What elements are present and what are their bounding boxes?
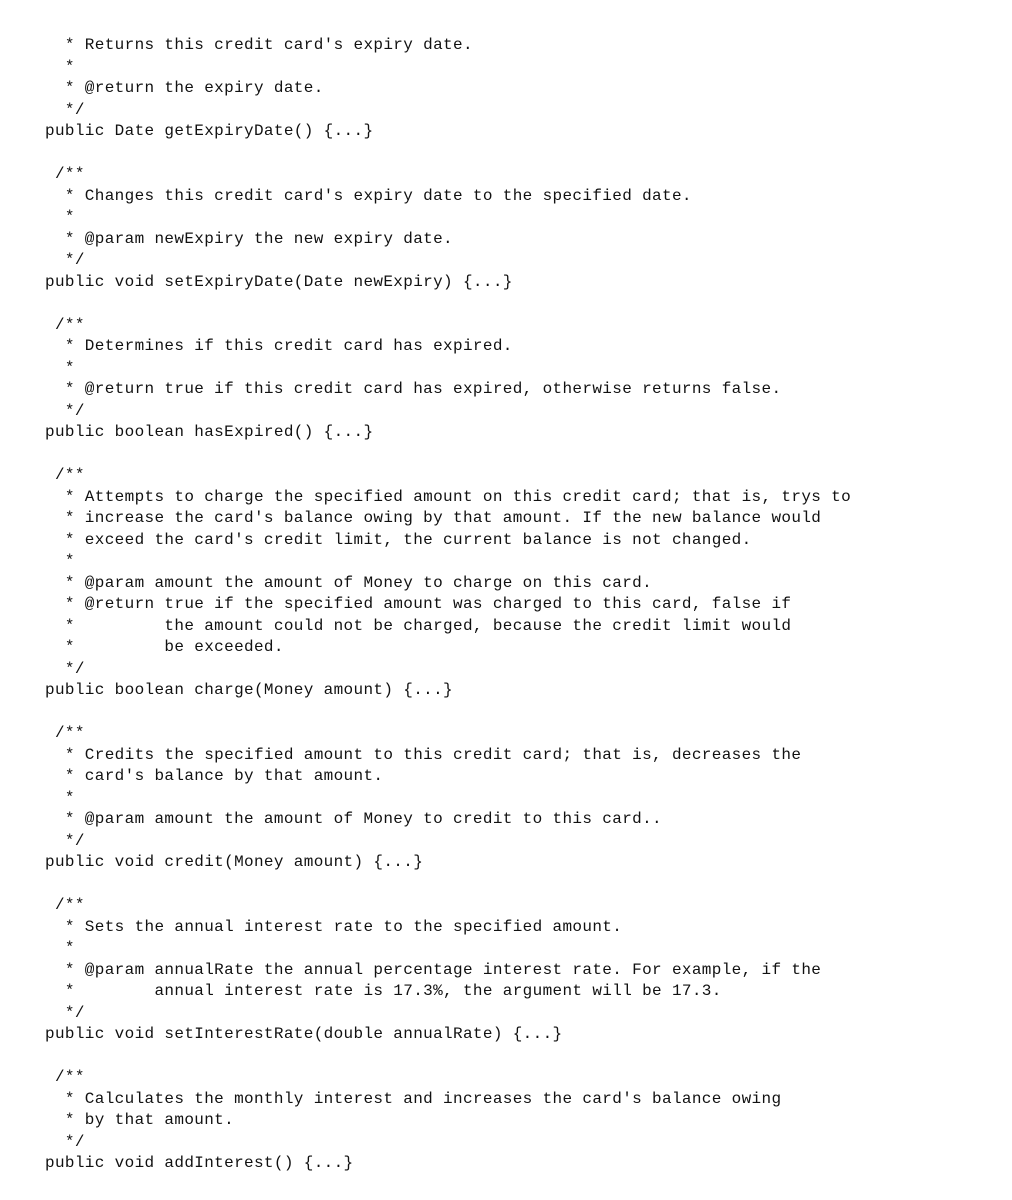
code-line: public void setInterestRate(double annualRate) {...} [45,1025,563,1043]
code-line: * [45,57,75,76]
code-line: * card's balance by that amount. [45,767,384,785]
code-line [45,874,851,896]
code-line: */ [45,659,85,678]
code-line: * @return true if the specified amount was charged to this card, false if [45,595,792,613]
code-line: * Calculates the monthly interest and increases the card's balance owing [45,1089,782,1108]
code-line: * @return true if this credit card has expired, otherwise returns false. [45,380,782,398]
code-line: * @param newExpiry the new expiry date. [45,229,454,248]
code-line [45,444,851,466]
code-line: /** [45,466,85,484]
code-line: public void addInterest() {...} [45,1154,354,1172]
code-line: * Determines if this credit card has expired. [45,337,513,355]
code-line [45,1046,851,1068]
code-line [45,293,851,315]
code-line: * [45,939,75,957]
code-line: public void credit(Money amount) {...} [45,853,424,871]
code-line: * [45,552,75,570]
code-line: public Date getExpiryDate() {...} [45,122,374,140]
code-line: */ [45,251,85,269]
code-line: */ [45,401,85,420]
java-code-listing [45,35,851,1175]
code-line: * [45,358,75,377]
code-line: * Sets the annual interest rate to the specified amount. [45,917,623,936]
code-line: * annual interest rate is 17.3%, the argument will be 17.3. [45,982,722,1000]
code-line: * Attempts to charge the specified amount on this credit card; that is, trys to [45,487,852,506]
code-line: */ [45,1003,85,1022]
code-line: * @param amount the amount of Money to charge on this card. [45,573,653,592]
code-line: /** [45,1068,85,1086]
code-line: * exceed the card's credit limit, the current balance is not changed. [45,530,752,549]
code-line: * @return the expiry date. [45,79,324,97]
code-line: * [45,208,75,226]
code-line: * Changes this credit card's expiry date to the specified date. [45,186,692,205]
code-line: */ [45,831,85,850]
code-line: /** [45,315,85,334]
code-line: /** [45,896,85,914]
code-line: */ [45,1132,85,1151]
code-line: */ [45,100,85,119]
code-line [45,702,851,724]
code-line: * be exceeded. [45,638,284,656]
code-line: * increase the card's balance owing by that amount. If the new balance would [45,509,822,527]
code-line: * Returns this credit card's expiry date. [45,36,473,54]
code-line: * by that amount. [45,1111,235,1129]
code-line: public boolean charge(Money amount) {...} [45,681,454,699]
code-line: /** [45,724,85,742]
code-line: * @param annualRate the annual percentage interest rate. For example, if the [45,960,822,979]
code-line: public boolean hasExpired() {...} [45,423,374,441]
code-line: * @param amount the amount of Money to credit to this card.. [45,810,662,828]
code-line: * the amount could not be charged, because the credit limit would [45,616,792,635]
code-line: * Credits the specified amount to this credit card; that is, decreases the [45,745,802,764]
code-line: public void setExpiryDate(Date newExpiry) {...} [45,272,513,291]
code-line: /** [45,165,85,183]
code-line [45,143,851,165]
code-line: * [45,788,75,807]
